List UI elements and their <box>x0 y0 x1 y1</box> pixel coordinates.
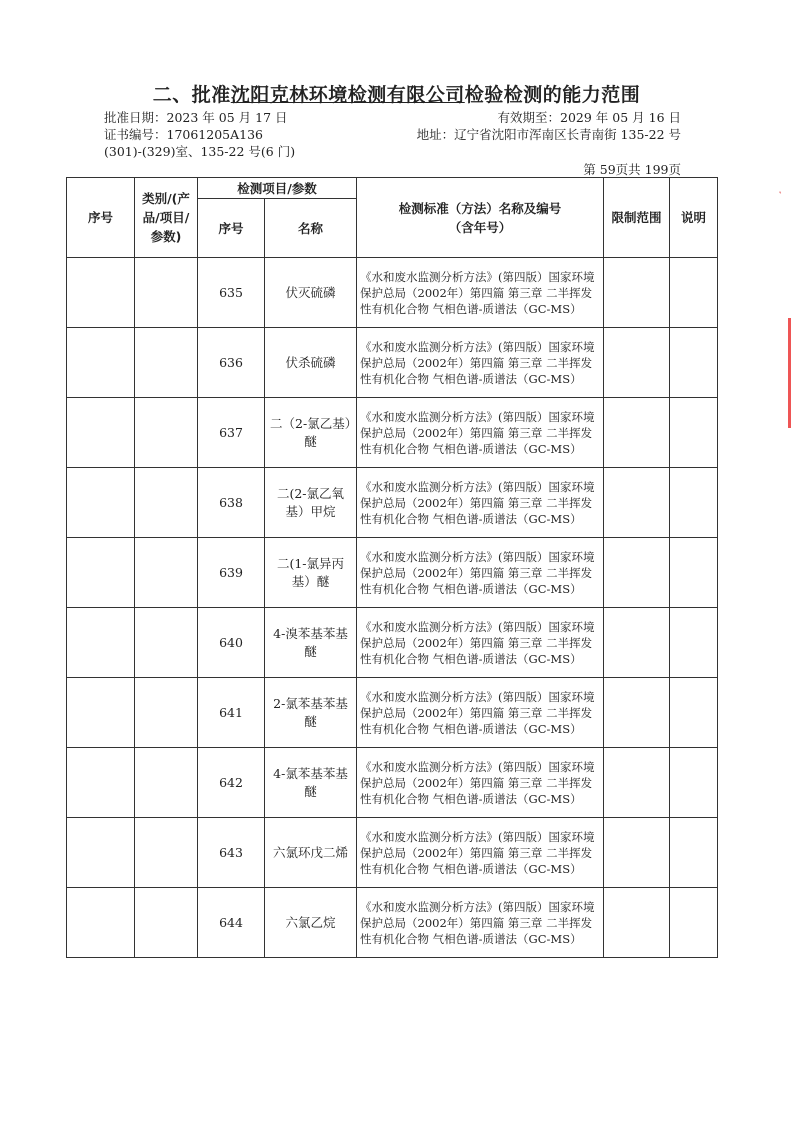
row-standard: 《水和废水监测分析方法》(第四版）国家环境保护总局（2002年）第四篇 第三章 二半挥发性有机化合物 气相色谱-质谱法（GC-MS） <box>357 468 604 538</box>
header-item-seq: 序号 <box>198 199 265 258</box>
row-item-no: 644 <box>198 888 265 958</box>
header-standard: 检测标准（方法）名称及编号（含年号） <box>357 178 604 258</box>
header-note: 说明 <box>670 178 718 258</box>
page-title <box>0 80 793 107</box>
row-item-no: 637 <box>198 398 265 468</box>
row-item-name: 六氯环戊二烯 <box>265 818 357 888</box>
row-category <box>135 398 198 468</box>
title-suffix: 检验检测的能力范围 <box>464 84 641 106</box>
row-standard: 《水和废水监测分析方法》(第四版）国家环境保护总局（2002年）第四篇 第三章 二半挥发性有机化合物 气相色谱-质谱法（GC-MS） <box>357 258 604 328</box>
row-note <box>670 538 718 608</box>
row-note <box>670 748 718 818</box>
approval-date: 批准日期：2023 年 05 月 17 日 <box>104 110 288 125</box>
row-note <box>670 258 718 328</box>
row-limit <box>604 398 670 468</box>
row-category <box>135 748 198 818</box>
row-item-name: 2-氯苯基苯基醚 <box>265 678 357 748</box>
row-note <box>670 888 718 958</box>
valid-until: 有效期至：2029 年 05 月 16 日 <box>497 110 681 125</box>
table-row <box>67 678 718 748</box>
row-limit <box>604 678 670 748</box>
row-category <box>135 258 198 328</box>
row-seq <box>67 678 135 748</box>
row-standard: 《水和废水监测分析方法》(第四版）国家环境保护总局（2002年）第四篇 第三章 二半挥发性有机化合物 气相色谱-质谱法（GC-MS） <box>357 608 604 678</box>
header-limit: 限制范围 <box>604 178 670 258</box>
header-item-group: 检测项目/参数 <box>198 178 357 199</box>
header-item-name: 名称 <box>265 199 357 258</box>
row-seq <box>67 888 135 958</box>
row-seq <box>67 538 135 608</box>
row-standard: 《水和废水监测分析方法》(第四版）国家环境保护总局（2002年）第四篇 第三章 二半挥发性有机化合物 气相色谱-质谱法（GC-MS） <box>357 748 604 818</box>
row-item-name: 二(1-氯异丙基）醚 <box>265 538 357 608</box>
row-standard: 《水和废水监测分析方法》(第四版）国家环境保护总局（2002年）第四篇 第三章 二半挥发性有机化合物 气相色谱-质谱法（GC-MS） <box>357 678 604 748</box>
row-limit <box>604 468 670 538</box>
row-note <box>670 398 718 468</box>
row-category <box>135 608 198 678</box>
capability-table <box>66 177 718 958</box>
table-row <box>67 608 718 678</box>
table-row <box>67 468 718 538</box>
row-seq <box>67 328 135 398</box>
row-limit <box>604 818 670 888</box>
row-standard: 《水和废水监测分析方法》(第四版）国家环境保护总局（2002年）第四篇 第三章 二半挥发性有机化合物 气相色谱-质谱法（GC-MS） <box>357 888 604 958</box>
row-note <box>670 678 718 748</box>
row-limit <box>604 258 670 328</box>
row-category <box>135 678 198 748</box>
row-standard: 《水和废水监测分析方法》(第四版）国家环境保护总局（2002年）第四篇 第三章 二半挥发性有机化合物 气相色谱-质谱法（GC-MS） <box>357 328 604 398</box>
row-item-no: 643 <box>198 818 265 888</box>
title-prefix: 二、批准 <box>152 84 231 106</box>
row-limit <box>604 538 670 608</box>
row-standard: 《水和废水监测分析方法》(第四版）国家环境保护总局（2002年）第四篇 第三章 二半挥发性有机化合物 气相色谱-质谱法（GC-MS） <box>357 538 604 608</box>
header-seq: 序号 <box>67 178 135 258</box>
row-item-no: 638 <box>198 468 265 538</box>
row-category <box>135 818 198 888</box>
row-limit <box>604 748 670 818</box>
row-item-no: 641 <box>198 678 265 748</box>
row-category <box>135 328 198 398</box>
table-row <box>67 818 718 888</box>
row-item-name: 伏灭硫磷 <box>265 258 357 328</box>
row-limit <box>604 328 670 398</box>
cert-no: 证书编号：17061205A136 <box>104 127 264 142</box>
row-category <box>135 888 198 958</box>
row-item-no: 642 <box>198 748 265 818</box>
row-seq <box>67 608 135 678</box>
row-limit <box>604 888 670 958</box>
table-row <box>67 748 718 818</box>
row-item-name: 伏杀硫磷 <box>265 328 357 398</box>
row-note <box>670 468 718 538</box>
row-note <box>670 328 718 398</box>
table-row <box>67 888 718 958</box>
row-standard: 《水和废水监测分析方法》(第四版）国家环境保护总局（2002年）第四篇 第三章 二半挥发性有机化合物 气相色谱-质谱法（GC-MS） <box>357 398 604 468</box>
row-limit <box>604 608 670 678</box>
title-org: 沈阳克林环境检测有限公司 <box>230 84 465 106</box>
header-category: 类别/(产品/项目/参数) <box>135 178 198 258</box>
row-item-no: 635 <box>198 258 265 328</box>
address-cont: (301)-(329)室、135-22 号(6 门) <box>104 144 296 159</box>
table-row <box>67 398 718 468</box>
address: 地址：辽宁省沈阳市浑南区长青南街 135-22 号 <box>416 127 681 142</box>
row-seq <box>67 468 135 538</box>
row-note <box>670 608 718 678</box>
row-category <box>135 538 198 608</box>
row-item-name: 二(2-氯乙氧基）甲烷 <box>265 468 357 538</box>
table-row <box>67 258 718 328</box>
row-item-no: 640 <box>198 608 265 678</box>
row-seq <box>67 258 135 328</box>
row-item-name: 六氯乙烷 <box>265 888 357 958</box>
page-info: 第 59页共 199页 <box>583 162 681 177</box>
row-item-no: 636 <box>198 328 265 398</box>
edge-stamp-mark: ͺ <box>777 180 783 194</box>
row-item-name: 二（2-氯乙基）醚 <box>265 398 357 468</box>
row-seq <box>67 398 135 468</box>
row-note <box>670 818 718 888</box>
row-category <box>135 468 198 538</box>
row-item-name: 4-溴苯基苯基醚 <box>265 608 357 678</box>
edge-seal-fragment <box>774 318 791 428</box>
row-item-no: 639 <box>198 538 265 608</box>
row-standard: 《水和废水监测分析方法》(第四版）国家环境保护总局（2002年）第四篇 第三章 二半挥发性有机化合物 气相色谱-质谱法（GC-MS） <box>357 818 604 888</box>
row-item-name: 4-氯苯基苯基醚 <box>265 748 357 818</box>
row-seq <box>67 748 135 818</box>
table-row <box>67 328 718 398</box>
row-seq <box>67 818 135 888</box>
table-row <box>67 538 718 608</box>
